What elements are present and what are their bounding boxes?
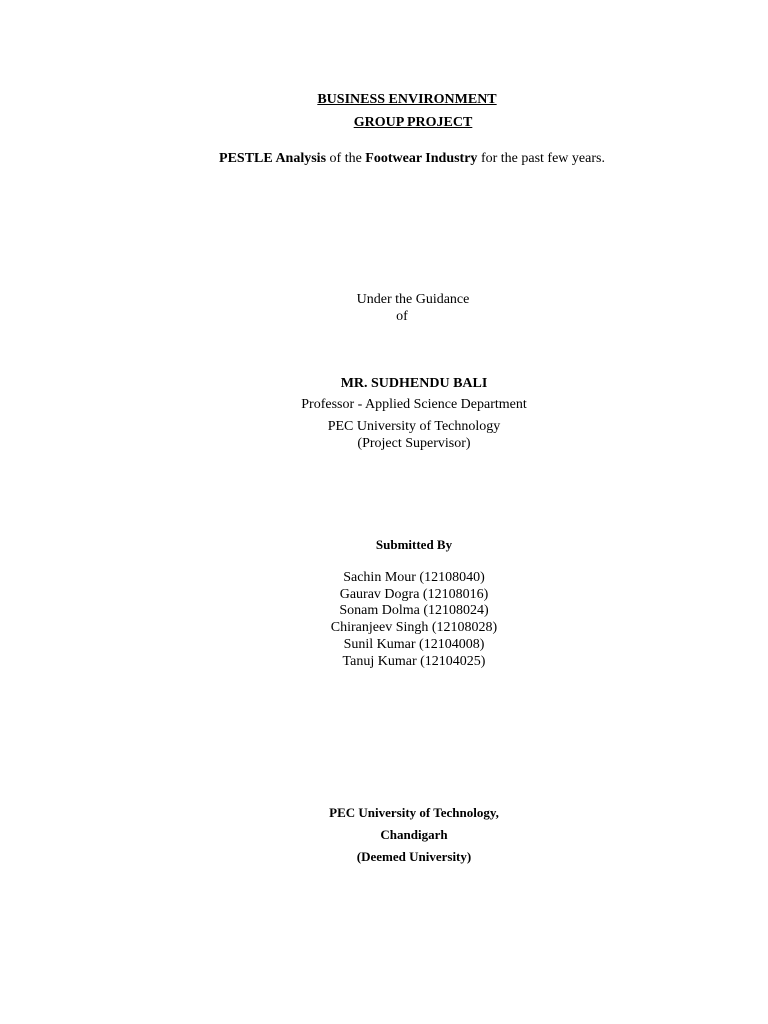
supervisor-name: MR. SUDHENDU BALI bbox=[340, 376, 488, 391]
supervisor-institution: PEC University of Technology bbox=[327, 419, 501, 434]
footer-institution: PEC University of Technology, bbox=[329, 805, 499, 820]
supervisor-title: Professor - Applied Science Department bbox=[301, 397, 527, 412]
member-list-item: Sachin Mour (12108040) bbox=[343, 570, 485, 585]
submitted-by-heading: Submitted By bbox=[375, 537, 453, 552]
member-list-item: Tanuj Kumar (12104025) bbox=[342, 654, 486, 669]
member-list-item: Sonam Dolma (12108024) bbox=[339, 603, 489, 618]
member-list-item: Chiranjeev Singh (12108028) bbox=[330, 620, 498, 635]
subject-industry: Footwear Industry bbox=[365, 151, 478, 166]
footer-status: (Deemed University) bbox=[356, 849, 472, 864]
member-list-item: Gaurav Dogra (12108016) bbox=[339, 587, 489, 602]
supervisor-role: (Project Supervisor) bbox=[357, 436, 471, 451]
member-list-item: Sunil Kumar (12104008) bbox=[343, 637, 485, 652]
subject-pestle: PESTLE Analysis bbox=[219, 151, 327, 166]
subject-line bbox=[28, 152, 768, 166]
doc-heading-project: GROUP PROJECT bbox=[353, 115, 473, 130]
footer-city: Chandigarh bbox=[380, 827, 448, 842]
guidance-line: Under the Guidance bbox=[356, 292, 470, 307]
guidance-of: of bbox=[396, 309, 408, 324]
subject-of-the: of the bbox=[326, 151, 366, 166]
subject-period: for the past few years. bbox=[477, 151, 605, 166]
doc-heading-course: BUSINESS ENVIRONMENT bbox=[317, 92, 497, 107]
